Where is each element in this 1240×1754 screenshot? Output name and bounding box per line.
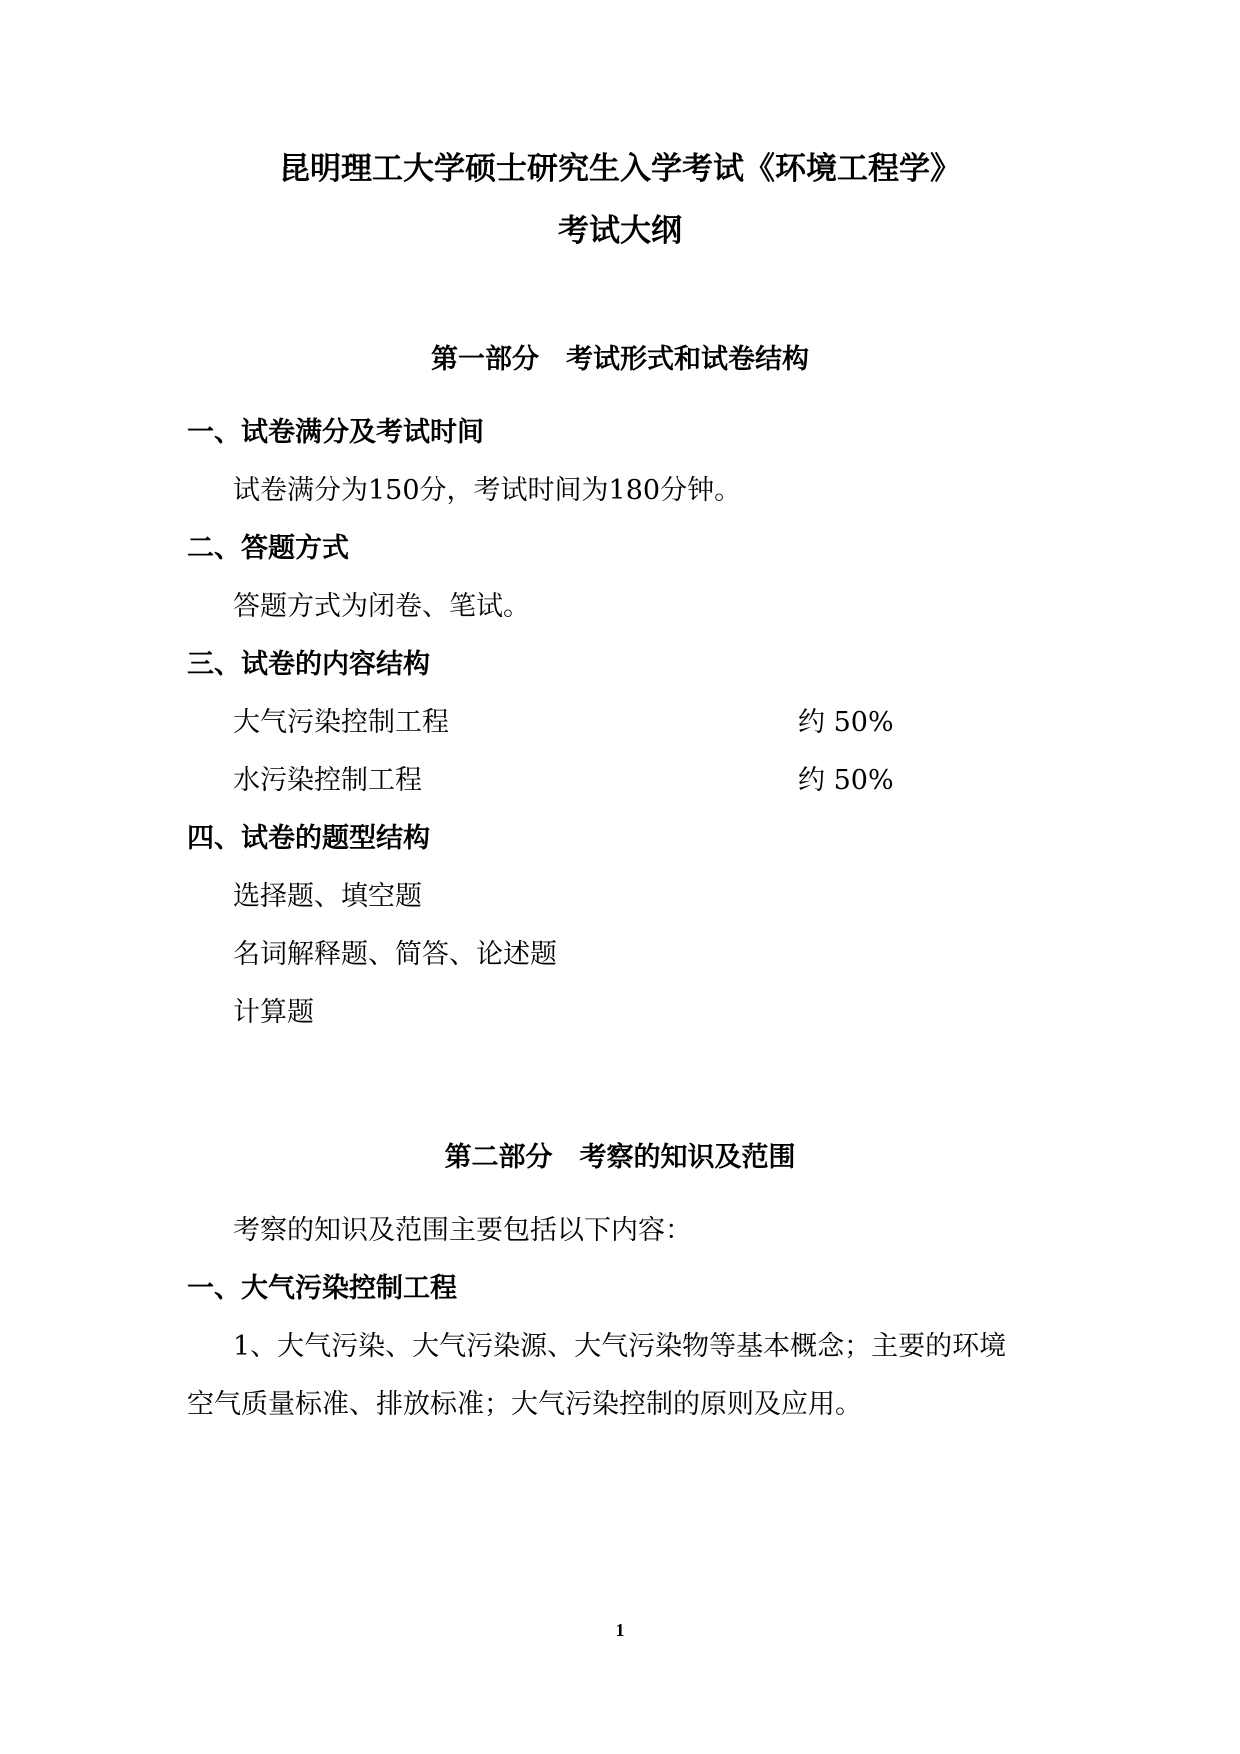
list-item: 计算题: [233, 997, 314, 1028]
content-row-label: 大气污染控制工程: [233, 707, 449, 738]
list-item: 选择题、填空题: [233, 881, 422, 912]
list-item: 名词解释题、简答、论述题: [233, 939, 557, 970]
section-heading: 二、答题方式: [187, 533, 349, 564]
content-row-value: 约 50%: [798, 707, 894, 738]
document-title: 昆明理工大学硕士研究生入学考试《环境工程学》: [279, 151, 961, 187]
section-heading: 一、试卷满分及考试时间: [187, 417, 484, 448]
section-text: 试卷满分为150分，考试时间为180分钟。: [233, 475, 742, 506]
paragraph-line: 空气质量标准、排放标准；大气污染控制的原则及应用。: [187, 1389, 862, 1420]
paragraph-line: 1、大气污染、大气污染源、大气污染物等基本概念；主要的环境: [233, 1331, 1007, 1362]
part2-intro: 考察的知识及范围主要包括以下内容：: [233, 1215, 692, 1246]
page-number: 1: [615, 1620, 625, 1640]
section-heading: 四、试卷的题型结构: [187, 823, 430, 854]
section-heading: 三、试卷的内容结构: [187, 649, 430, 680]
section-heading: 一、大气污染控制工程: [187, 1273, 457, 1304]
content-row-label: 水污染控制工程: [233, 765, 422, 796]
section-text: 答题方式为闭卷、笔试。: [233, 591, 530, 622]
content-row-value: 约 50%: [798, 765, 894, 796]
part2-heading: 第二部分 考察的知识及范围: [444, 1142, 796, 1173]
document-subtitle: 考试大纲: [558, 213, 682, 249]
part1-heading: 第一部分 考试形式和试卷结构: [431, 344, 809, 375]
